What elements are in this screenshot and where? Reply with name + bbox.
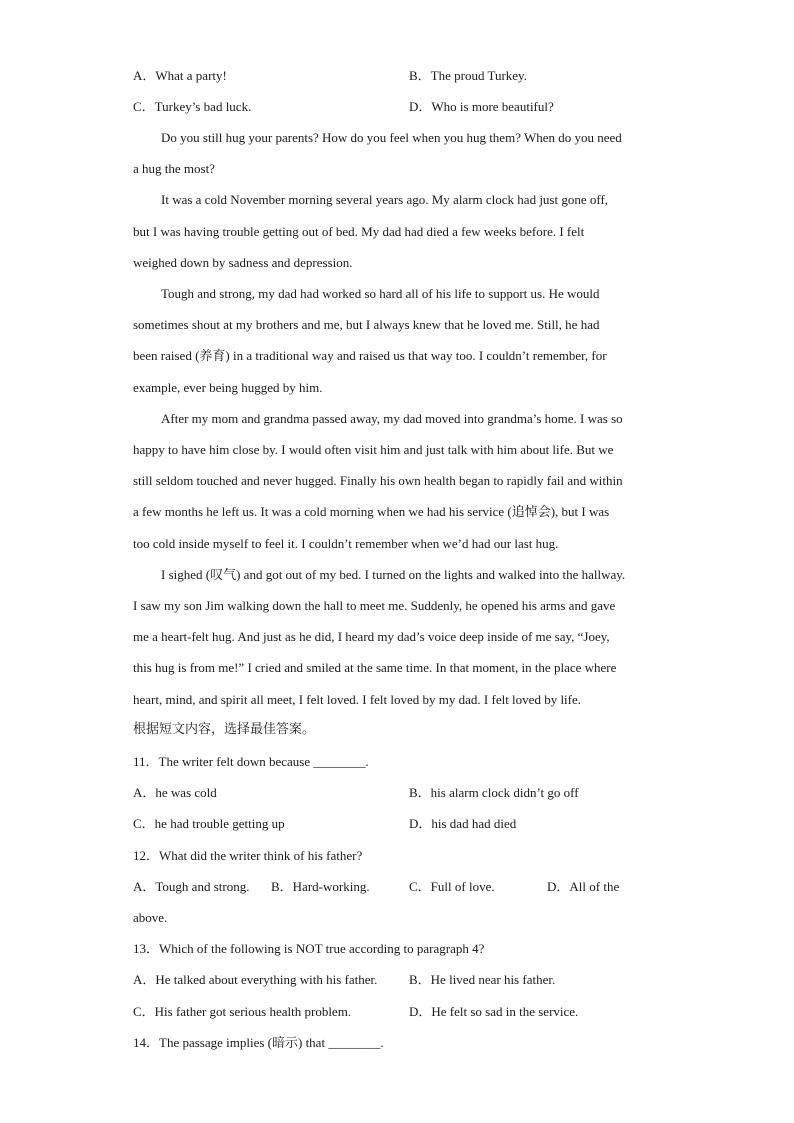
q12-option-d-continued: above. (133, 910, 168, 925)
passage-p2-line-1: It was a cold November morning several years ago. My alarm clock had just gone off, (161, 192, 609, 207)
q11-option-b[interactable]: B．his alarm clock didn’t go off (409, 785, 579, 800)
q12-option-b[interactable]: B．Hard-working. (271, 879, 370, 894)
passage-p4-line-4: a few months he left us. It was a cold morning when we had his service (追悼会), but I was (133, 504, 610, 519)
passage-p5-line-4: this hug is from me!” I cried and smiled at the same time. In that moment, in the place where (133, 660, 617, 675)
passage-p3-line-1: Tough and strong, my dad had worked so hard all of his life to support us. He would (161, 286, 600, 301)
passage-p3-line-2: sometimes shout at my brothers and me, but I always knew that he loved me. Still, he had (133, 317, 600, 332)
q11-stem: 11．The writer felt down because ________. (133, 754, 369, 769)
q12-option-a[interactable]: A．Tough and strong. (133, 879, 250, 894)
passage-p1-line-2: a hug the most? (133, 161, 215, 176)
q11-option-c[interactable]: C．he had trouble getting up (133, 816, 285, 831)
passage-p5-line-5: heart, mind, and spirit all meet, I felt loved. I felt loved by my dad. I felt loved by life. (133, 692, 582, 707)
q13-option-b[interactable]: B．He lived near his father. (409, 972, 556, 987)
q12-option-d[interactable]: D．All of the (547, 879, 620, 894)
q10-option-c[interactable]: C．Turkey’s bad luck. (133, 99, 252, 114)
q11-option-a[interactable]: A．he was cold (133, 785, 217, 800)
passage-p2-line-2: but I was having trouble getting out of bed. My dad had died a few weeks before. I felt (133, 224, 585, 239)
passage-p2-line-3: weighed down by sadness and depression. (133, 255, 353, 270)
q10-option-b[interactable]: B．The proud Turkey. (409, 68, 527, 83)
passage-p4-line-5: too cold inside myself to feel it. I couldn’t remember when we’d had our last hug. (133, 536, 559, 551)
passage-p5-line-3: me a heart-felt hug. And just as he did, I heard my dad’s voice deep inside of me say, “Joey, (133, 629, 610, 644)
q13-option-c[interactable]: C．His father got serious health problem. (133, 1004, 352, 1019)
passage-p4-line-3: still seldom touched and never hugged. Finally his own health began to rapidly fail and within (133, 473, 623, 488)
q12-option-c[interactable]: C．Full of love. (409, 879, 495, 894)
passage-p5-line-1: I sighed (叹气) and got out of my bed. I turned on the lights and walked into the hallway. (161, 567, 626, 582)
q10-option-d[interactable]: D．Who is more beautiful? (409, 99, 554, 114)
q13-option-a[interactable]: A．He talked about everything with his father. (133, 972, 378, 987)
passage-p5-line-2: I saw my son Jim walking down the hall to meet me. Suddenly, he opened his arms and gave (133, 598, 616, 613)
q11-option-d[interactable]: D．his dad had died (409, 816, 517, 831)
q14-stem: 14．The passage implies (暗示) that ________. (133, 1035, 384, 1050)
q10-option-a[interactable]: A．What a party! (133, 68, 227, 83)
passage-p4-line-1: After my mom and grandma passed away, my dad moved into grandma’s home. I was so (161, 411, 623, 426)
q13-option-d[interactable]: D．He felt so sad in the service. (409, 1004, 579, 1019)
passage-p3-line-3: been raised (养育) in a traditional way and raised us that way too. I couldn’t remember, for (133, 348, 607, 363)
q12-stem: 12．What did the writer think of his father? (133, 848, 363, 863)
passage-p3-line-4: example, ever being hugged by him. (133, 380, 323, 395)
passage-p4-line-2: happy to have him close by. I would often visit him and just talk with him about life. But we (133, 442, 614, 457)
q13-stem: 13．Which of the following is NOT true according to paragraph 4? (133, 941, 485, 956)
passage-p1-line-1: Do you still hug your parents? How do you feel when you hug them? When do you need (161, 130, 622, 145)
instruction-text: 根据短文内容，选择最佳答案。 (133, 722, 316, 737)
